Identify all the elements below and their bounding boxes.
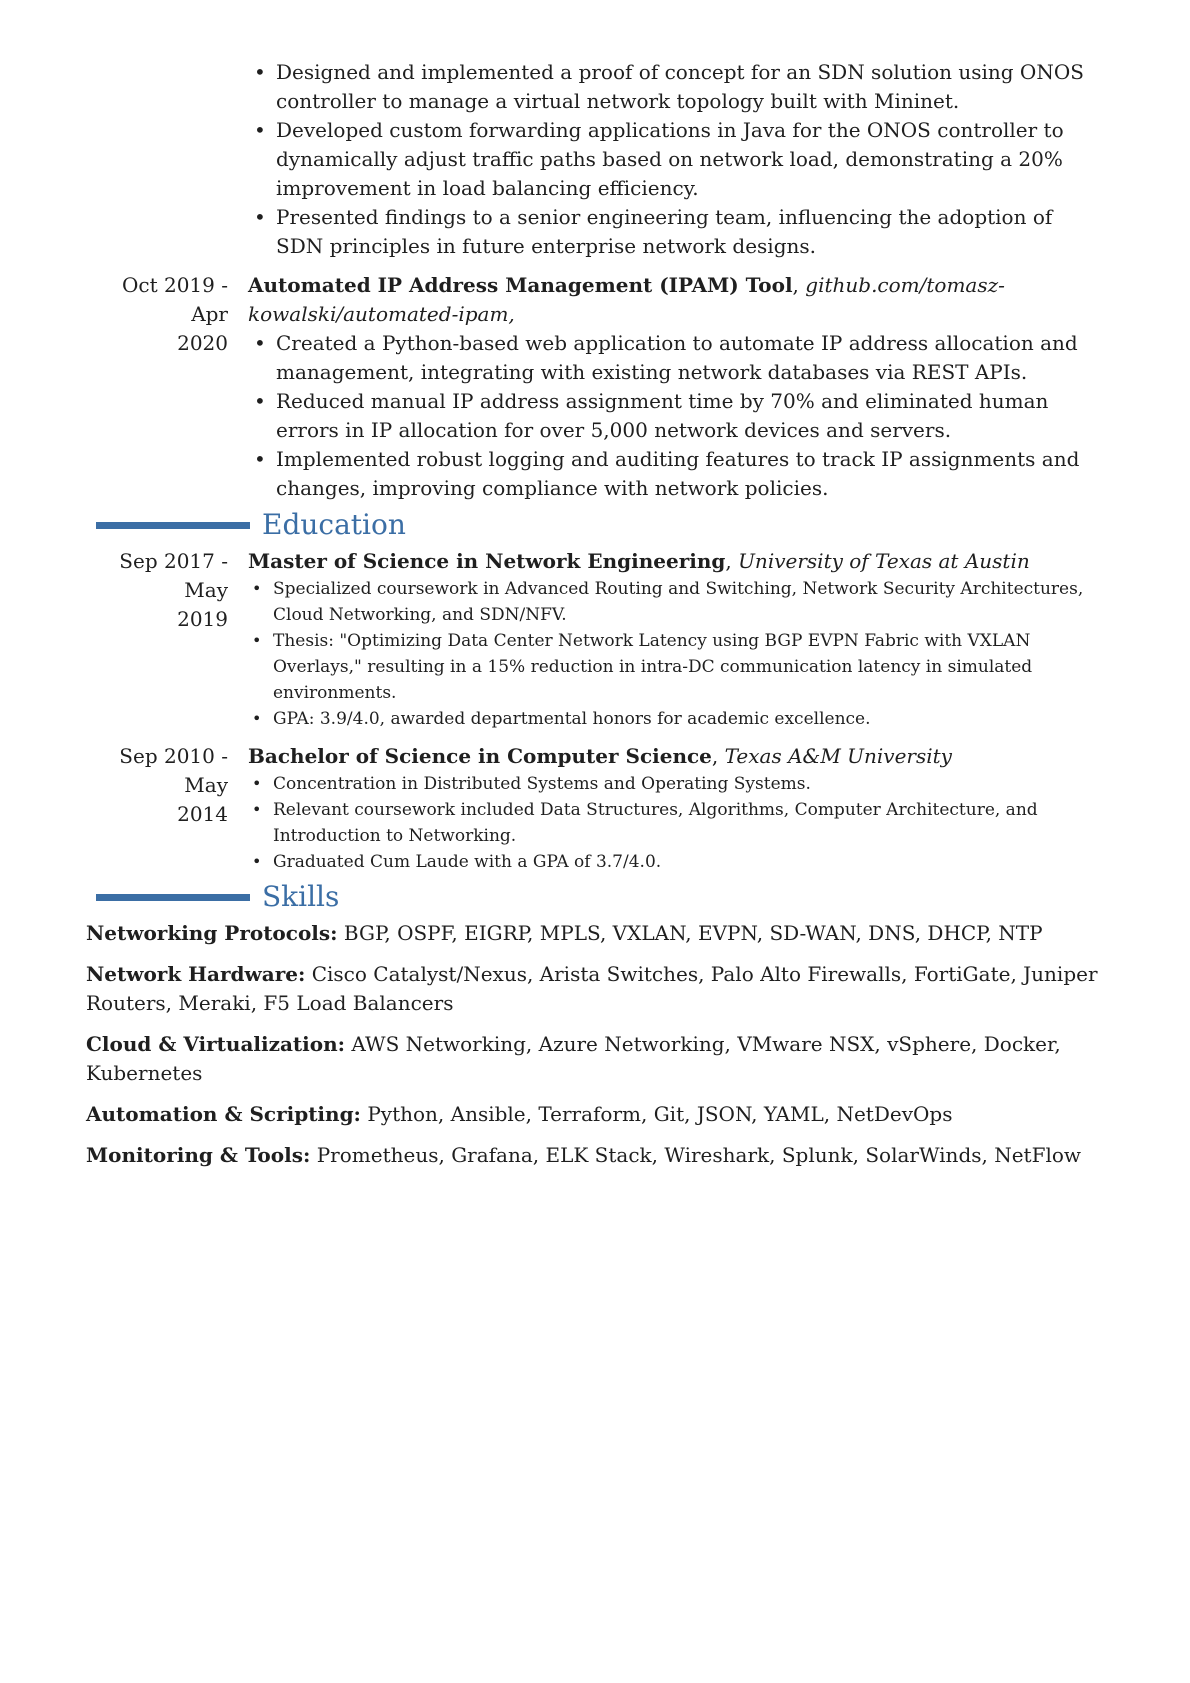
- entry-date: Sep 2010 - May 2014: [119, 744, 228, 826]
- skills-list: [86, 919, 1102, 1170]
- project-entry: [86, 271, 1102, 503]
- bullet-list: [248, 771, 1102, 875]
- entry-body: [248, 58, 1102, 261]
- list-item: • Presented findings to a senior engineering team, influencing the adoption of SDN principles in future enterprise network designs.: [248, 203, 1102, 261]
- list-item: • GPA: 3.9/4.0, awarded departmental honors for academic excellence.: [248, 706, 1102, 732]
- list-item: • Reduced manual IP address assignment time by 70% and eliminated human errors in IP allocation for over 5,000 network devices and servers.: [248, 387, 1102, 445]
- entry-body: [248, 742, 1102, 875]
- skill-label: Network Hardware:: [86, 962, 306, 986]
- skill-row: [86, 1030, 1102, 1088]
- list-item: • Relevant coursework included Data Structures, Algorithms, Computer Architecture, and Introduction to Networking.: [248, 797, 1102, 849]
- skill-row: [86, 960, 1102, 1018]
- experience-continued: [86, 58, 1102, 261]
- resume-page: [86, 58, 1102, 1182]
- project-link[interactable]: github.com/tomasz-kowalski/automated-ipam,: [248, 273, 1005, 326]
- school-name: University of Texas at Austin: [738, 549, 1030, 573]
- skill-label: Networking Protocols:: [86, 921, 338, 945]
- entry-heading: Bachelor of Science in Computer Science, Texas A&M University: [248, 744, 952, 768]
- skill-label: Automation & Scripting:: [86, 1102, 361, 1126]
- education-entry: [86, 547, 1102, 732]
- list-item: • Specialized coursework in Advanced Routing and Switching, Network Security Architectures, Cloud Networking, and SDN/NFV.: [248, 576, 1102, 628]
- project-title: Automated IP Address Management (IPAM) Tool: [248, 273, 793, 297]
- bullet-list: [248, 576, 1102, 732]
- skill-label: Cloud & Virtualization:: [86, 1032, 346, 1056]
- skill-value: Python, Ansible, Terraform, Git, JSON, YAML, NetDevOps: [367, 1102, 953, 1126]
- skill-value: AWS Networking, Azure Networking, VMware NSX, vSphere, Docker, Kubernetes: [86, 1032, 1061, 1085]
- bullet-list: [248, 329, 1102, 503]
- entry-heading: Master of Science in Network Engineering, University of Texas at Austin: [248, 549, 1030, 573]
- education-entry: [86, 742, 1102, 875]
- education-section-heading: [86, 507, 1102, 543]
- skill-label: Monitoring & Tools:: [86, 1143, 311, 1167]
- skills-section-heading: [86, 879, 1102, 915]
- section-divider-bar: [96, 894, 250, 901]
- section-title: Education: [262, 508, 406, 541]
- list-item: • Thesis: "Optimizing Data Center Network Latency using BGP EVPN Fabric with VXLAN Overlays," resulting in a 15% reduction in intra-DC communication latency in simulated environments.: [248, 628, 1102, 706]
- list-item: • Developed custom forwarding applications in Java for the ONOS controller to dynamically adjust traffic paths based on network load, demonstrating a 20% improvement in load balancing efficiency.: [248, 116, 1102, 203]
- skill-row: [86, 919, 1102, 948]
- list-item: • Concentration in Distributed Systems and Operating Systems.: [248, 771, 1102, 797]
- school-name: Texas A&M University: [724, 744, 952, 768]
- section-title: Skills: [262, 880, 340, 913]
- bullet-list: [248, 58, 1102, 261]
- skill-value: Cisco Catalyst/Nexus, Arista Switches, Palo Alto Firewalls, FortiGate, Juniper Routers, Meraki, F5 Load Balancers: [86, 962, 1098, 1015]
- entry-body: [248, 271, 1102, 503]
- entry-heading: Automated IP Address Management (IPAM) Tool, github.com/tomasz-kowalski/automated-ipam,: [248, 273, 1005, 326]
- section-divider-bar: [96, 522, 250, 529]
- list-item: • Created a Python-based web application to automate IP address allocation and management, integrating with existing network databases via REST APIs.: [248, 329, 1102, 387]
- skill-row: [86, 1141, 1102, 1170]
- skill-row: [86, 1100, 1102, 1129]
- skill-value: BGP, OSPF, EIGRP, MPLS, VXLAN, EVPN, SD-WAN, DNS, DHCP, NTP: [343, 921, 1043, 945]
- list-item: • Designed and implemented a proof of concept for an SDN solution using ONOS controller to manage a virtual network topology built with Mininet.: [248, 58, 1102, 116]
- degree-title: Master of Science in Network Engineering: [248, 549, 726, 573]
- list-item: • Implemented robust logging and auditing features to track IP assignments and changes, improving compliance with network policies.: [248, 445, 1102, 503]
- degree-title: Bachelor of Science in Computer Science: [248, 744, 712, 768]
- list-item: • Graduated Cum Laude with a GPA of 3.7/4.0.: [248, 849, 1102, 875]
- entry-date: Oct 2019 - Apr 2020: [121, 273, 228, 355]
- entry-body: [248, 547, 1102, 732]
- entry-date: Sep 2017 - May 2019: [119, 549, 228, 631]
- skill-value: Prometheus, Grafana, ELK Stack, Wireshark, Splunk, SolarWinds, NetFlow: [316, 1143, 1082, 1167]
